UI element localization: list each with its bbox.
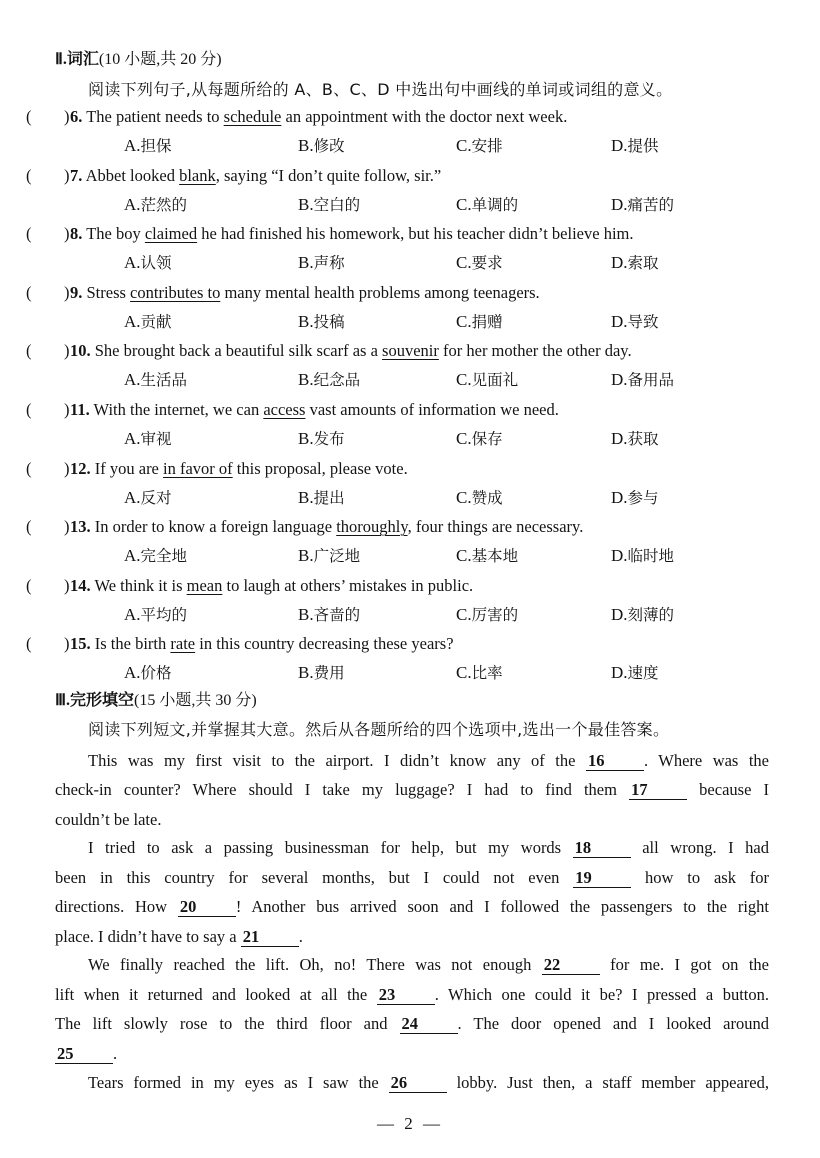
option-text: 生活品 <box>140 371 188 389</box>
passage-text: for me. I got on the <box>599 955 769 974</box>
passage-text: This was my first visit to the airport. I didn’t know any of the <box>88 751 586 770</box>
answer-box-close-paren: ) <box>64 166 70 185</box>
section-3-numeral: Ⅲ. <box>55 692 71 709</box>
option-text: 比率 <box>471 664 503 682</box>
option-text: 空白的 <box>313 196 361 214</box>
option-letter: D. <box>611 605 628 624</box>
question-15 <box>0 633 820 655</box>
option-letter: A. <box>124 605 141 624</box>
option-letter: B. <box>298 312 314 331</box>
answer-box-open-paren[interactable]: ( <box>26 283 32 302</box>
question-8 <box>0 223 820 245</box>
option-text: 审视 <box>140 430 172 448</box>
option-text: 完全地 <box>140 547 188 565</box>
question-text <box>70 106 567 128</box>
answer-box-open-paren[interactable]: ( <box>26 576 32 595</box>
option-c[interactable] <box>456 252 503 274</box>
option-a[interactable] <box>124 194 187 216</box>
option-text: 见面礼 <box>471 371 519 389</box>
option-letter: B. <box>298 195 314 214</box>
option-text: 纪念品 <box>313 371 361 389</box>
option-text: 反对 <box>140 489 172 507</box>
option-d[interactable] <box>611 604 674 626</box>
section-2-numeral: Ⅱ. <box>55 51 67 68</box>
option-text: 获取 <box>627 430 659 448</box>
option-letter: C. <box>456 546 472 565</box>
options-row <box>0 487 820 509</box>
option-text: 索取 <box>627 254 659 272</box>
question-text-before: The patient needs to <box>82 107 224 126</box>
option-c[interactable] <box>456 311 503 333</box>
option-letter: A. <box>124 370 141 389</box>
option-text: 担保 <box>140 137 172 155</box>
option-letter: B. <box>298 429 314 448</box>
passage-text: place. I didn’t have to say a <box>55 927 241 946</box>
options-row <box>0 662 820 684</box>
option-b[interactable] <box>298 135 345 157</box>
option-letter: C. <box>456 429 472 448</box>
option-letter: D. <box>611 195 628 214</box>
option-letter: A. <box>124 663 141 682</box>
option-d[interactable] <box>611 369 674 391</box>
underlined-term: souvenir <box>382 341 439 360</box>
cloze-blank-22[interactable]: 22 <box>542 956 600 975</box>
section-2-title: 词汇 <box>66 51 99 68</box>
answer-box-open-paren[interactable]: ( <box>26 224 32 243</box>
option-text: 发布 <box>313 430 345 448</box>
option-c[interactable] <box>456 135 503 157</box>
answer-box-open-paren[interactable]: ( <box>26 517 32 536</box>
option-text: 要求 <box>471 254 503 272</box>
question-text-before: In order to know a foreign language <box>90 517 337 536</box>
answer-box-close-paren: ) <box>64 283 70 302</box>
option-a[interactable] <box>124 252 172 274</box>
section-3-meta: (15 小题,共 30 分) <box>134 692 257 709</box>
passage-line <box>55 779 769 801</box>
passage-text: I tried to ask a passing businessman for help, but my words <box>88 838 573 857</box>
passage-text: We finally reached the lift. Oh, no! There was not enough <box>88 955 542 974</box>
options-row <box>0 369 820 391</box>
question-number: 13. <box>70 517 91 536</box>
options-row <box>0 311 820 333</box>
cloze-blank-21[interactable]: 21 <box>241 928 299 947</box>
question-text-after: many mental health problems among teenagers. <box>220 283 540 302</box>
cloze-blank-18[interactable]: 18 <box>573 839 631 858</box>
question-text-after: , saying “I don’t quite follow, sir.” <box>215 166 442 185</box>
answer-box-close-paren: ) <box>64 634 70 653</box>
answer-box-open-paren[interactable]: ( <box>26 166 32 185</box>
option-b[interactable] <box>298 487 345 509</box>
option-letter: D. <box>611 253 628 272</box>
answer-box-open-paren[interactable]: ( <box>26 634 32 653</box>
option-c[interactable] <box>456 428 503 450</box>
passage-text: all wrong. I had <box>630 838 769 857</box>
option-text: 贡献 <box>140 313 172 331</box>
option-text: 投稿 <box>313 313 345 331</box>
question-text <box>70 458 408 480</box>
option-a[interactable] <box>124 487 172 509</box>
passage-line <box>55 809 769 831</box>
answer-box-open-paren[interactable]: ( <box>26 400 32 419</box>
answer-box-close-paren: ) <box>64 400 70 419</box>
option-letter: C. <box>456 253 472 272</box>
option-text: 提供 <box>627 137 659 155</box>
options-row <box>0 545 820 567</box>
option-letter: C. <box>456 195 472 214</box>
question-9 <box>0 282 820 304</box>
question-text-after: for her mother the other day. <box>438 341 632 360</box>
option-letter: B. <box>298 488 314 507</box>
question-text-before: We think it is <box>90 576 187 595</box>
answer-box-open-paren[interactable]: ( <box>26 459 32 478</box>
option-b[interactable] <box>298 311 345 333</box>
option-c[interactable] <box>456 662 503 684</box>
question-text-before: She brought back a beautiful silk scarf as a <box>90 341 383 360</box>
cloze-blank-25[interactable]: 25 <box>55 1045 113 1064</box>
option-d[interactable] <box>611 194 674 216</box>
question-12 <box>0 458 820 480</box>
question-14 <box>0 575 820 597</box>
underlined-term: contributes to <box>130 283 221 302</box>
option-a[interactable] <box>124 369 187 391</box>
cloze-blank-16[interactable]: 16 <box>586 752 644 771</box>
option-b[interactable] <box>298 428 345 450</box>
underlined-term: rate <box>170 634 196 653</box>
section-2-meta: (10 小题,共 20 分) <box>98 51 222 68</box>
passage-line <box>88 837 769 859</box>
option-text: 茫然的 <box>140 196 188 214</box>
question-text <box>70 633 454 655</box>
question-number: 7. <box>70 166 83 185</box>
option-b[interactable] <box>298 369 360 391</box>
option-text: 捐赠 <box>471 313 503 331</box>
option-c[interactable] <box>456 545 518 567</box>
option-letter: A. <box>124 429 141 448</box>
option-letter: A. <box>124 312 141 331</box>
cloze-blank-23[interactable]: 23 <box>377 986 435 1005</box>
question-number: 10. <box>70 341 91 360</box>
question-text <box>70 575 473 597</box>
option-text: 价格 <box>140 664 172 682</box>
question-text-before: Stress <box>82 283 131 302</box>
passage-text: check-in counter? Where should I take my luggage? I had to find them <box>55 780 630 799</box>
option-b[interactable] <box>298 662 345 684</box>
passage-line <box>88 1072 769 1094</box>
cloze-blank-20[interactable]: 20 <box>178 898 236 917</box>
underlined-term: blank <box>179 166 216 185</box>
section-3-instruction: 阅读下列短文,并掌握其大意。然后从各题所给的四个选项中,选出一个最佳答案。 <box>88 720 670 739</box>
passage-text: . The door opened and I looked around <box>457 1014 770 1033</box>
question-number: 8. <box>70 224 83 243</box>
passage-line <box>55 1013 769 1035</box>
option-letter: D. <box>611 488 628 507</box>
answer-box-close-paren: ) <box>64 576 70 595</box>
option-text: 声称 <box>313 254 345 272</box>
option-text: 安排 <box>471 137 503 155</box>
passage-text: . Which one could it be? I pressed a button. <box>434 985 769 1004</box>
option-a[interactable] <box>124 604 187 626</box>
question-number: 14. <box>70 576 91 595</box>
passage-line <box>88 954 769 976</box>
option-letter: B. <box>298 370 314 389</box>
option-b[interactable] <box>298 545 360 567</box>
option-letter: B. <box>298 605 314 624</box>
option-c[interactable] <box>456 604 518 626</box>
passage-text: lift when it returned and looked at all the <box>55 985 377 1004</box>
passage-text: lobby. Just then, a staff member appeared, <box>446 1073 769 1092</box>
option-text: 备用品 <box>627 371 675 389</box>
question-text <box>70 340 632 362</box>
option-text: 厉害的 <box>471 606 519 624</box>
option-text: 赞成 <box>471 489 503 507</box>
question-text-after: this proposal, please vote. <box>232 459 408 478</box>
option-letter: B. <box>298 136 314 155</box>
option-letter: C. <box>456 136 472 155</box>
option-d[interactable] <box>611 428 659 450</box>
answer-box-open-paren[interactable]: ( <box>26 341 32 360</box>
question-number: 12. <box>70 459 91 478</box>
answer-box-close-paren: ) <box>64 459 70 478</box>
option-letter: A. <box>124 488 141 507</box>
options-row <box>0 428 820 450</box>
question-11 <box>0 399 820 421</box>
passage-text: how to ask for <box>631 868 770 887</box>
cloze-blank-19[interactable]: 19 <box>573 869 631 888</box>
option-letter: B. <box>298 663 314 682</box>
underlined-term: access <box>263 400 306 419</box>
option-letter: A. <box>124 253 141 272</box>
option-text: 单调的 <box>471 196 519 214</box>
underlined-term: claimed <box>144 224 198 243</box>
options-row <box>0 252 820 274</box>
options-row <box>0 135 820 157</box>
question-text <box>70 223 633 245</box>
passage-line <box>55 984 769 1006</box>
options-row <box>0 604 820 626</box>
option-c[interactable] <box>456 487 503 509</box>
passage-text: been in this country for several months, but I could not even <box>55 868 574 887</box>
underlined-term: thoroughly <box>336 517 408 536</box>
option-b[interactable] <box>298 604 360 626</box>
option-text: 参与 <box>627 489 659 507</box>
option-text: 速度 <box>627 664 659 682</box>
passage-line <box>55 1043 769 1065</box>
option-text: 提出 <box>313 489 345 507</box>
option-c[interactable] <box>456 369 518 391</box>
question-text-before: If you are <box>90 459 164 478</box>
passage-line <box>55 867 769 889</box>
passage-text: because I <box>687 780 769 799</box>
option-text: 痛苦的 <box>627 196 675 214</box>
passage-line <box>55 926 769 948</box>
option-text: 平均的 <box>140 606 188 624</box>
answer-box-close-paren: ) <box>64 517 70 536</box>
option-letter: D. <box>611 370 628 389</box>
option-text: 广泛地 <box>313 547 361 565</box>
underlined-term: schedule <box>223 107 282 126</box>
option-text: 费用 <box>313 664 345 682</box>
passage-text: couldn’t be late. <box>55 810 162 829</box>
option-d[interactable] <box>611 487 659 509</box>
cloze-blank-17[interactable]: 17 <box>629 781 687 800</box>
option-letter: A. <box>124 136 141 155</box>
option-d[interactable] <box>611 662 659 684</box>
question-text <box>70 282 540 304</box>
question-number: 6. <box>70 107 83 126</box>
answer-box-close-paren: ) <box>64 107 70 126</box>
question-text-after: in this country decreasing these years? <box>195 634 454 653</box>
answer-box-open-paren[interactable]: ( <box>26 107 32 126</box>
passage-text: . Where was the <box>643 751 769 770</box>
option-a[interactable] <box>124 311 172 333</box>
option-letter: B. <box>298 546 314 565</box>
section-2-heading <box>55 50 222 70</box>
option-b[interactable] <box>298 194 360 216</box>
option-letter: A. <box>124 195 141 214</box>
option-text: 修改 <box>313 137 345 155</box>
question-text-before: The boy <box>82 224 145 243</box>
answer-box-close-paren: ) <box>64 224 70 243</box>
option-d[interactable] <box>611 311 659 333</box>
option-c[interactable] <box>456 194 518 216</box>
underlined-term: mean <box>186 576 223 595</box>
option-d[interactable] <box>611 545 674 567</box>
option-text: 临时地 <box>627 547 675 565</box>
option-a[interactable] <box>124 428 172 450</box>
question-text-before: With the internet, we can <box>89 400 264 419</box>
option-letter: D. <box>611 429 628 448</box>
option-letter: C. <box>456 663 472 682</box>
option-a[interactable] <box>124 545 187 567</box>
option-text: 吝啬的 <box>313 606 361 624</box>
option-text: 基本地 <box>471 547 519 565</box>
option-letter: D. <box>611 312 628 331</box>
option-letter: D. <box>611 136 628 155</box>
section-2-instruction: 阅读下列句子,从每题所给的 A、B、C、D 中选出句中画线的单词或词组的意义。 <box>88 80 673 99</box>
passage-line <box>88 750 769 772</box>
answer-box-close-paren: ) <box>64 341 70 360</box>
cloze-blank-24[interactable]: 24 <box>400 1015 458 1034</box>
question-text-after: to laugh at others’ mistakes in public. <box>222 576 474 595</box>
option-a[interactable] <box>124 135 172 157</box>
option-d[interactable] <box>611 252 659 274</box>
question-number: 15. <box>70 634 91 653</box>
question-number: 9. <box>70 283 83 302</box>
passage-text: Tears formed in my eyes as I saw the <box>88 1073 389 1092</box>
underlined-term: in favor of <box>163 459 233 478</box>
question-text <box>70 165 441 187</box>
section-3-title: 完形填空 <box>70 692 135 709</box>
option-letter: C. <box>456 488 472 507</box>
passage-text: ! Another bus arrived soon and I followed the passengers to the right <box>235 897 769 916</box>
question-text-before: Abbet looked <box>82 166 180 185</box>
option-letter: B. <box>298 253 314 272</box>
passage-line <box>55 896 769 918</box>
question-number: 11. <box>70 400 90 419</box>
question-text-before: Is the birth <box>90 634 171 653</box>
passage-text: The lift slowly rose to the third floor and <box>55 1014 400 1033</box>
option-a[interactable] <box>124 662 172 684</box>
passage-text: directions. How <box>55 897 178 916</box>
option-letter: C. <box>456 312 472 331</box>
option-text: 刻薄的 <box>627 606 675 624</box>
question-text <box>70 516 583 538</box>
section-3-heading <box>55 691 257 711</box>
option-letter: C. <box>456 605 472 624</box>
question-7 <box>0 165 820 187</box>
question-text-after: vast amounts of information we need. <box>305 400 559 419</box>
option-text: 保存 <box>471 430 503 448</box>
option-letter: D. <box>611 546 628 565</box>
question-text-after: , four things are necessary. <box>407 517 584 536</box>
option-b[interactable] <box>298 252 345 274</box>
page-number: — 2 — <box>377 1114 443 1133</box>
option-text: 认领 <box>140 254 172 272</box>
cloze-blank-26[interactable]: 26 <box>389 1074 447 1093</box>
passage-text: . <box>298 927 303 946</box>
question-13 <box>0 516 820 538</box>
passage-text: . <box>113 1044 118 1063</box>
options-row <box>0 194 820 216</box>
option-text: 导致 <box>627 313 659 331</box>
question-text <box>70 399 559 421</box>
option-d[interactable] <box>611 135 659 157</box>
option-letter: C. <box>456 370 472 389</box>
option-letter: D. <box>611 663 628 682</box>
question-6 <box>0 106 820 128</box>
question-text-after: he had finished his homework, but his teacher didn’t believe him. <box>197 224 634 243</box>
option-letter: A. <box>124 546 141 565</box>
question-text-after: an appointment with the doctor next week. <box>281 107 568 126</box>
question-10 <box>0 340 820 362</box>
